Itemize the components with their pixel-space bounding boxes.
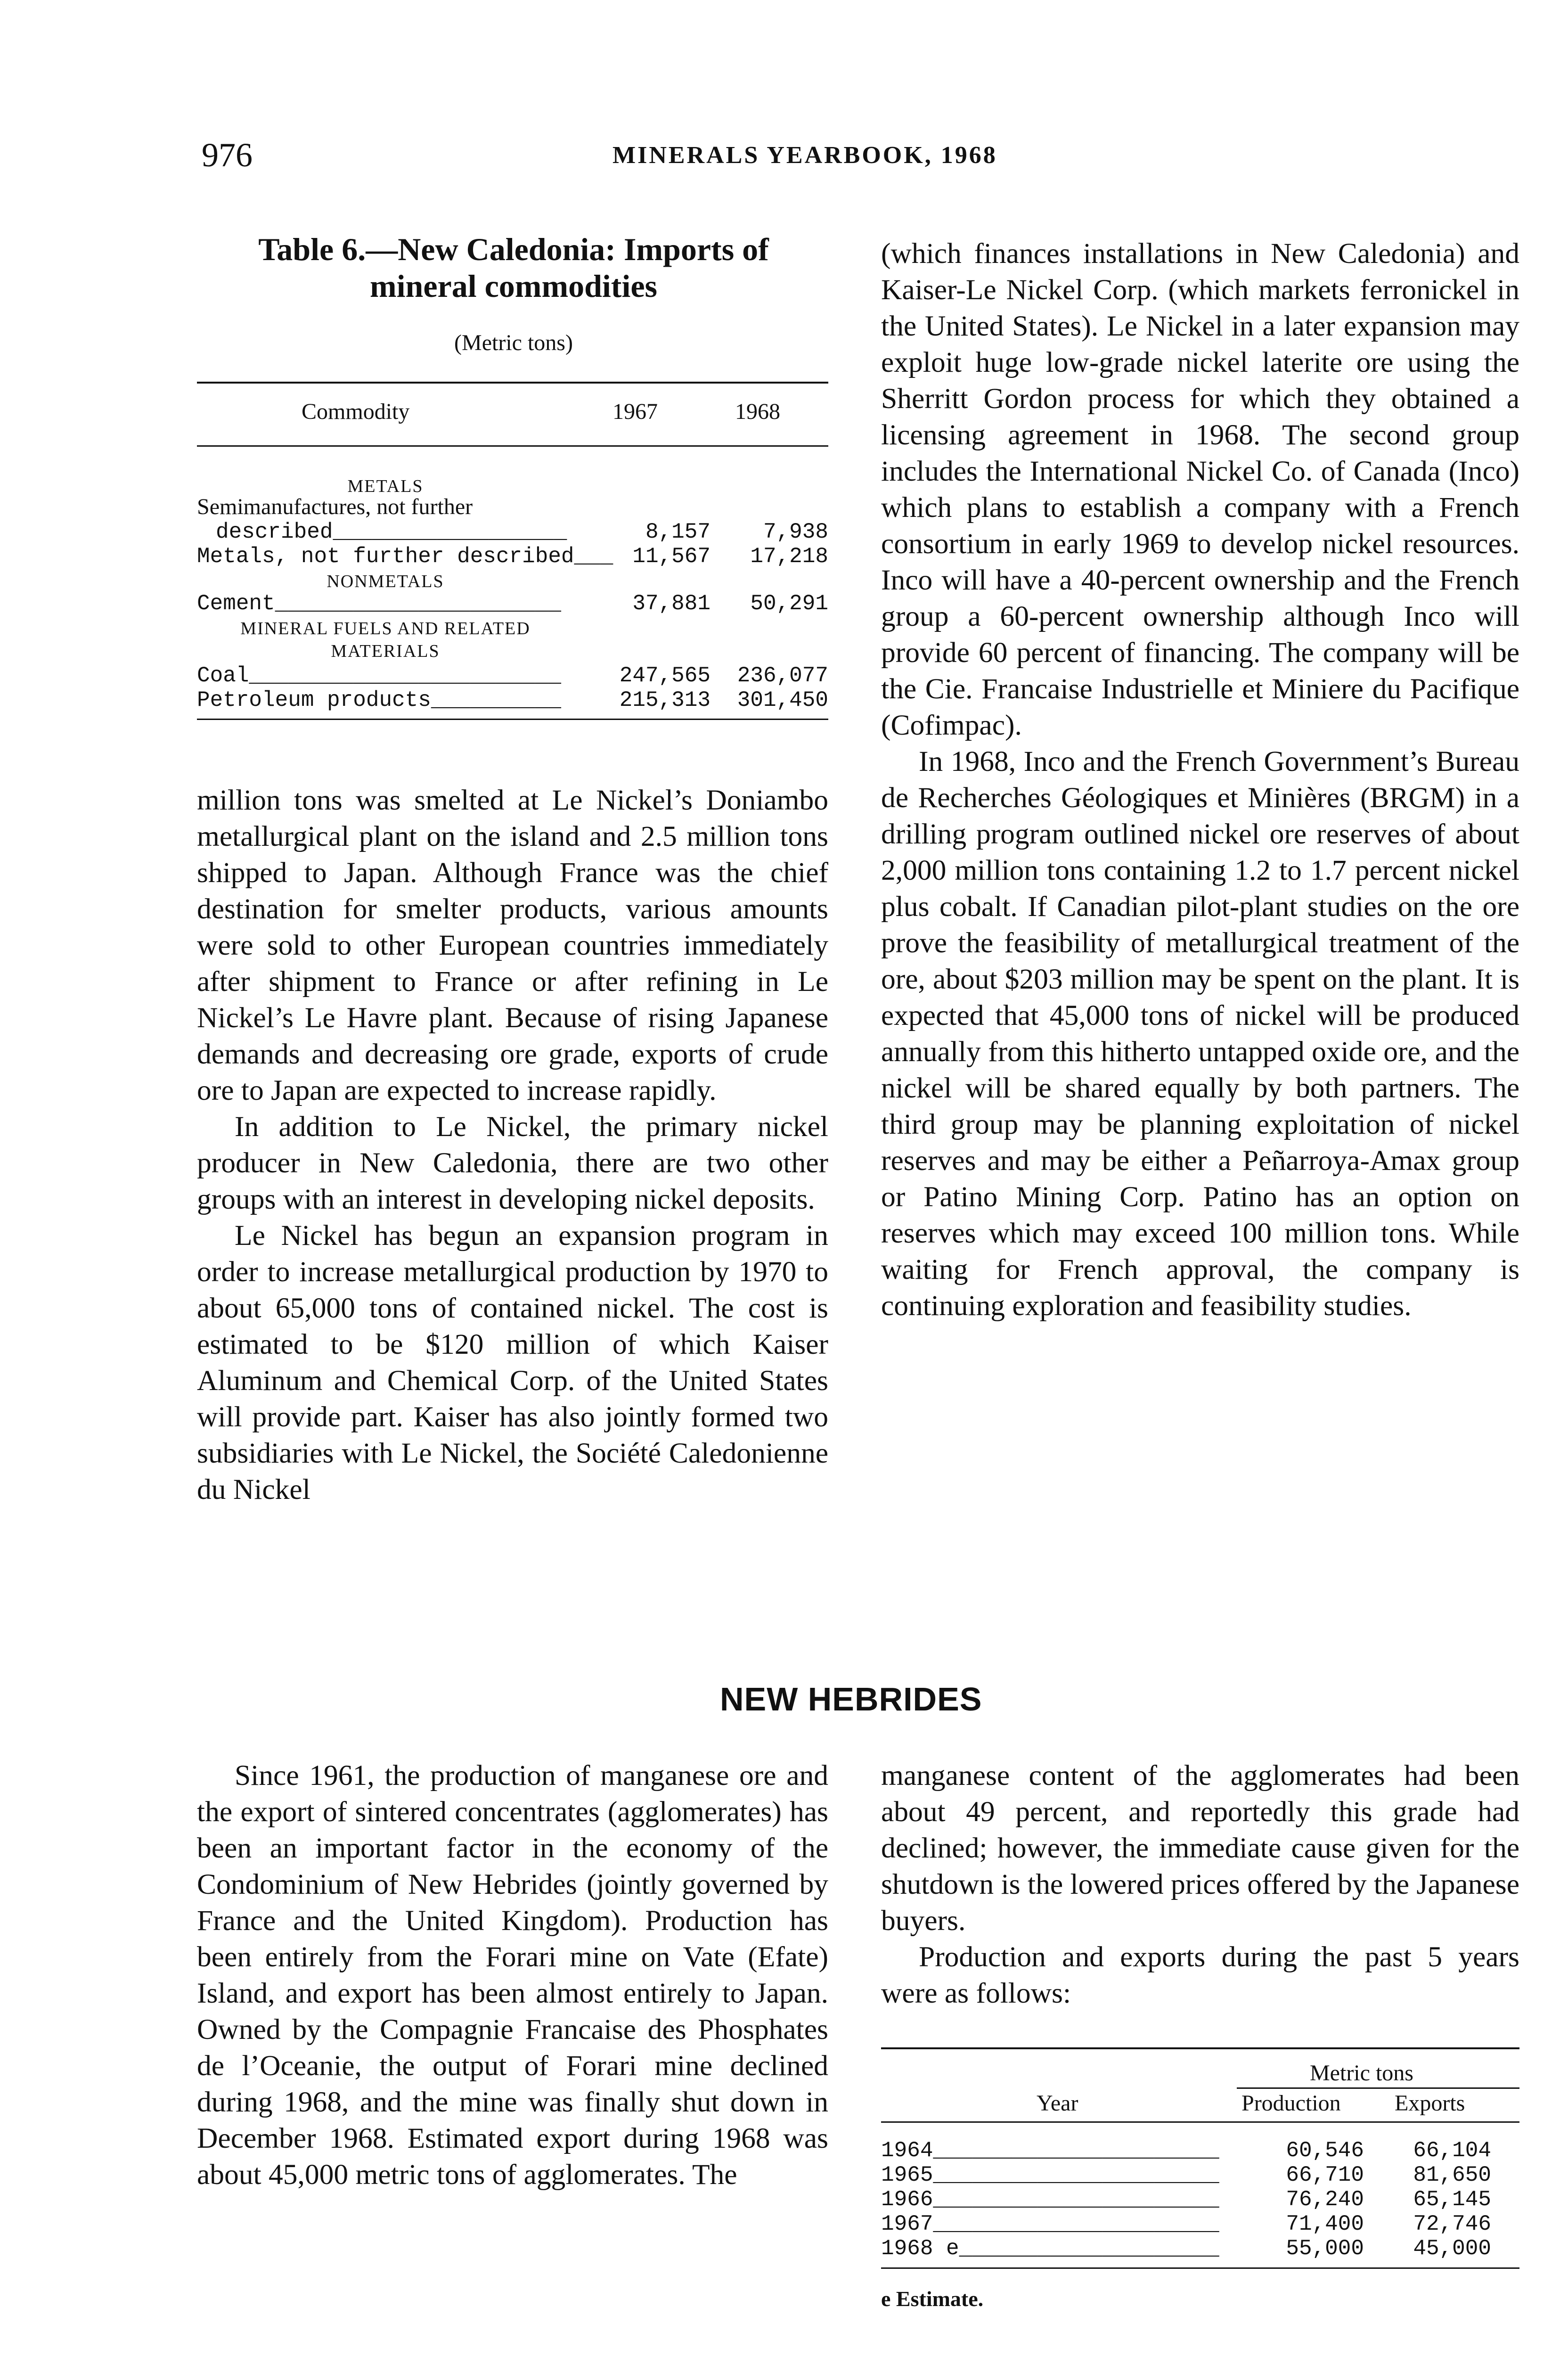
prod-table-footnote: e Estimate. bbox=[881, 2287, 984, 2311]
prod-table-bottom-rule bbox=[881, 2267, 1519, 2269]
section-heading: NEW HEBRIDES bbox=[720, 1681, 982, 1718]
prod-year: 1968 e____________________ bbox=[881, 2236, 1219, 2261]
row-label: Metals, not further described___ bbox=[197, 544, 613, 569]
row-1968: 50,291 bbox=[750, 591, 828, 616]
table6-title-line1: Table 6.—New Caledonia: Imports of bbox=[258, 231, 769, 267]
left-paragraph-1: million tons was smelted at Le Nickel’s Doniambo metallurgical plant on the island and 2.5 million tons shipped to Japan. Although France was the chief destination for smelter products, various amounts were sold to other European countries immediately after shipment to France or after refining in Le Nickel’s Le Havre plant. Because of rising Japanese demands and decreasing ore grade, exports of crude ore to Japan are expected to increase rapidly. bbox=[197, 784, 828, 1106]
running-title: MINERALS YEARBOOK, 1968 bbox=[612, 142, 997, 169]
table-row bbox=[881, 2236, 1519, 2261]
prod-table-group-rule bbox=[1237, 2087, 1519, 2089]
prod-exports: 81,650 bbox=[1413, 2163, 1491, 2187]
prod-year: 1965______________________ bbox=[881, 2163, 1219, 2187]
table6-section-fuels-line2: MATERIALS bbox=[331, 641, 440, 661]
left-column-text bbox=[197, 782, 828, 1508]
row-1968: 17,218 bbox=[750, 544, 828, 569]
nh-right-paragraph-1: manganese content of the agglomerates had been about 49 percent, and reportedly this grade had declined; however, the immediate cause given for the shutdown is the lowered prices offered by the Japanese buyers. bbox=[881, 1759, 1519, 1937]
nh-left-text bbox=[197, 1758, 828, 2193]
nh-right-paragraph-2: Production and exports during the past 5 years were as follows: bbox=[881, 1941, 1519, 2009]
prod-exports: 72,746 bbox=[1413, 2212, 1491, 2236]
row-1967: 215,313 bbox=[619, 688, 710, 712]
table6-title bbox=[198, 231, 829, 304]
table-row bbox=[881, 2163, 1519, 2187]
table-row bbox=[197, 688, 828, 712]
row-1967: 11,567 bbox=[632, 544, 710, 569]
row-label: Semimanufactures, not further bbox=[197, 494, 473, 519]
prod-table-col-production: Production bbox=[1241, 2091, 1341, 2116]
left-paragraph-2: In addition to Le Nickel, the primary nickel producer in New Caledonia, there are two other groups with an interest in developing nickel deposits. bbox=[197, 1111, 828, 1215]
row-1967: 37,881 bbox=[632, 591, 710, 616]
prod-table-col-year: Year bbox=[1037, 2091, 1078, 2116]
right-paragraph-2: In 1968, Inco and the French Government’s Bureau de Recherches Géologiques et Minières (BRGM) in a drilling program outlined nickel ore reserves of about 2,000 million tons containing 1.2 to 1.7 percent nickel plus cobalt. If Canadian pilot-plant studies on the ore prove the feasibility of metallurgical treatment of the ore, about $203 million may be spent on the plant. It is expected that 45,000 tons of nickel will be produced annually from this hitherto untapped oxide ore, and the nickel will be shared equally by both partners. The third group may be planning exploitation of nickel reserves and may be either a Peñarroya-Amax group or Patino Mining Corp. Patino has an option on reserves which may exceed 100 million tons. While waiting for French approval, the company is continuing exploration and feasibility studies. bbox=[881, 745, 1519, 1322]
table6-col-1967: 1967 bbox=[612, 399, 658, 424]
prod-exports: 45,000 bbox=[1413, 2236, 1491, 2261]
page-number: 976 bbox=[202, 136, 253, 174]
prod-production: 60,546 bbox=[1286, 2138, 1364, 2163]
table-row bbox=[197, 663, 828, 688]
prod-exports: 66,104 bbox=[1413, 2138, 1491, 2163]
table-row bbox=[197, 520, 828, 544]
prod-production: 55,000 bbox=[1286, 2236, 1364, 2261]
table-row bbox=[197, 591, 828, 616]
left-paragraph-3: Le Nickel has begun an expansion program in order to increase metallurgical production by 1970 to about 65,000 tons of contained nickel. The cost is estimated to be $120 million of which Kaiser Aluminum and Chemical Corp. of the United States will provide part. Kaiser has also jointly formed two subsidiaries with Le Nickel, the Société Caledonienne du Nickel bbox=[197, 1219, 828, 1505]
table-row bbox=[197, 495, 828, 519]
prod-production: 66,710 bbox=[1286, 2163, 1364, 2187]
prod-table-group-header: Metric tons bbox=[1310, 2061, 1413, 2086]
prod-exports: 65,145 bbox=[1413, 2187, 1491, 2212]
prod-year: 1966______________________ bbox=[881, 2187, 1219, 2212]
prod-year: 1967______________________ bbox=[881, 2212, 1219, 2236]
table6-top-rule bbox=[197, 382, 828, 384]
nh-left-paragraph-1: Since 1961, the production of manganese ore and the export of sintered concentrates (agglomerates) has been an important factor in the economy of the Condominium of New Hebrides (jointly governed by France and the United Kingdom). Production has been entirely from the Forari mine on Vate (Efate) Island, and export has been almost entirely to Japan. Owned by the Compagnie Francaise des Phosphates de l’Oceanie, the output of Forari mine declined during 1968, and the mine was finally shut down in December 1968. Estimated export during 1968 was about 45,000 metric tons of agglomerates. The bbox=[197, 1759, 828, 2191]
prod-production: 71,400 bbox=[1286, 2212, 1364, 2236]
table6-col-commodity: Commodity bbox=[302, 399, 410, 424]
row-1967: 247,565 bbox=[619, 663, 710, 688]
row-label: Petroleum products__________ bbox=[197, 688, 561, 712]
prod-table-header-rule bbox=[881, 2121, 1519, 2123]
right-paragraph-1: (which finances installations in New Caledonia) and Kaiser-Le Nickel Corp. (which markets ferronickel in the United States). Le Nickel in a later expansion may exploit huge low-grade nickel laterite ore using the Sherritt Gordon process for which they obtained a licensing agreement in 1968. The second group includes the International Nickel Co. of Canada (Inco) which plans to establish a company with a French consortium in early 1969 to develop nickel resources. Inco will have a 40-percent ownership and the French group a 60-percent ownership although Inco will provide 60 percent of financing. The company will be the Cie. Francaise Industrielle et Miniere du Pacifique (Cofimpac). bbox=[881, 237, 1519, 741]
row-1968: 7,938 bbox=[763, 520, 828, 544]
row-label: Cement______________________ bbox=[197, 591, 561, 616]
table6-section-nonmetals: NONMETALS bbox=[327, 572, 444, 591]
row-1968: 301,450 bbox=[737, 688, 828, 712]
table-row bbox=[881, 2187, 1519, 2212]
prod-production: 76,240 bbox=[1286, 2187, 1364, 2212]
row-1967: 8,157 bbox=[645, 520, 710, 544]
table6-section-fuels-line1: MINERAL FUELS AND RELATED bbox=[240, 619, 531, 638]
row-label: Coal________________________ bbox=[197, 663, 561, 688]
table6-section-metals: METALS bbox=[347, 476, 424, 496]
table6-unit: (Metric tons) bbox=[454, 330, 573, 355]
table6-header-rule bbox=[197, 445, 828, 447]
table6-title-line2: mineral commodities bbox=[370, 268, 657, 304]
table-row bbox=[881, 2212, 1519, 2236]
nh-right-text bbox=[881, 1758, 1519, 2012]
table6-bottom-rule bbox=[197, 719, 828, 720]
prod-year: 1964______________________ bbox=[881, 2138, 1219, 2163]
right-column-text bbox=[881, 236, 1519, 1324]
table6-col-1968: 1968 bbox=[735, 399, 780, 424]
table-row bbox=[881, 2138, 1519, 2163]
prod-table-top-rule bbox=[881, 2047, 1519, 2049]
row-label: described__________________ bbox=[216, 520, 567, 544]
row-1968: 236,077 bbox=[737, 663, 828, 688]
prod-table-col-exports: Exports bbox=[1395, 2091, 1465, 2116]
table-row bbox=[197, 544, 828, 569]
